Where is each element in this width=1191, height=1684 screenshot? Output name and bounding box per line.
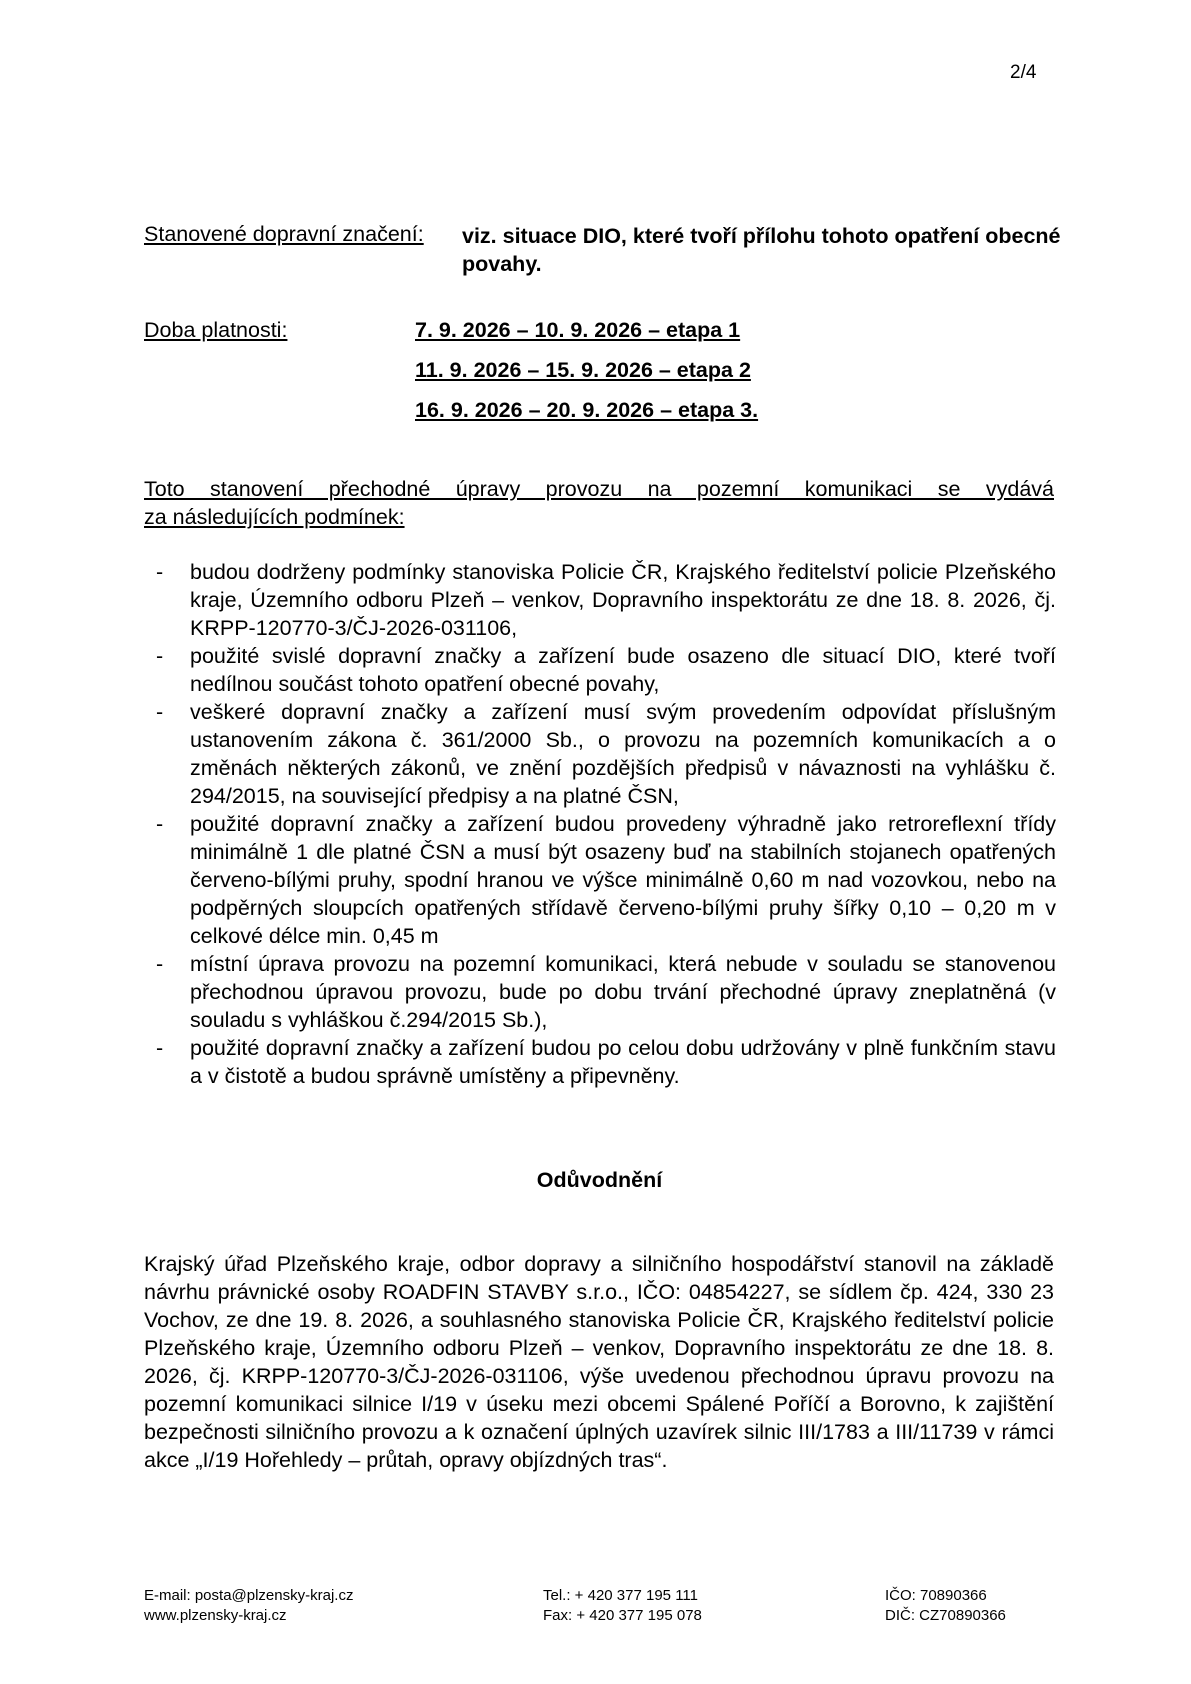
footer-tel: Tel.: + 420 377 195 111 — [543, 1587, 698, 1604]
footer-contact — [144, 1586, 353, 1626]
condition-item — [144, 1034, 1056, 1090]
condition-text: veškeré dopravní značky a zařízení musí svým provedením odpovídat příslušným ustanovením zákona č. 361/2000 Sb., o provozu na pozemních komunikacích a o změnách některých zákonů, ve znění pozdějších předpisů v návaznosti na vyhlášku č. 294/2015, na související předpisy a na platné ČSN, — [190, 700, 1056, 808]
condition-item — [144, 810, 1056, 950]
validity-period: 11. 9. 2026 – 15. 9. 2026 – etapa 2 — [415, 358, 751, 382]
condition-item — [144, 558, 1056, 642]
list-dash: - — [156, 644, 164, 668]
list-dash: - — [156, 952, 164, 976]
condition-item — [144, 642, 1056, 698]
list-dash: - — [156, 812, 164, 836]
list-dash: - — [156, 1036, 164, 1060]
condition-item — [144, 950, 1056, 1034]
footer-dic: DIČ: CZ70890366 — [885, 1607, 1006, 1624]
footer-phone — [543, 1586, 702, 1626]
footer-ico: IČO: 70890366 — [885, 1587, 987, 1604]
footer-web: www.plzensky-kraj.cz — [144, 1607, 287, 1624]
condition-text: místní úprava provozu na pozemní komunikaci, která nebude v souladu se stanovenou přechodnou úpravou provozu, bude po dobu trvání přechodné úpravy zneplatněná (v souladu s vyhláškou č.294/2015 Sb.), — [190, 952, 1056, 1032]
condition-text: použité svislé dopravní značky a zařízení bude osazeno dle situací DIO, které tvoří nedílnou součást tohoto opatření obecné povahy, — [190, 644, 1056, 696]
traffic-signs-value: viz. situace DIO, které tvoří přílohu tohoto opatření obecné povahy. — [462, 224, 1061, 276]
footer-email: E-mail: posta@plzensky-kraj.cz — [144, 1587, 354, 1604]
footer-ids — [885, 1586, 1006, 1626]
reasoning-heading: Odůvodnění — [536, 1168, 663, 1192]
validity-label: Doba platnosti: — [144, 318, 288, 342]
list-dash: - — [156, 560, 164, 584]
condition-text: použité dopravní značky a zařízení budou provedeny výhradně jako retroreflexní třídy minimálně 1 dle platné ČSN a musí být osazeny buď na stabilních stojanech opatřených červeno-bílými pruhy, spodní hranou ve výšce minimálně 0,60 m nad vozovkou, nebo na podpěrných sloupcích opatřených střídavě červeno-bílými pruhy šířky 0,10 – 0,20 m v celkové délce min. 0,45 m — [190, 812, 1056, 948]
condition-text: použité dopravní značky a zařízení budou po celou dobu udržovány v plně funkčním stavu a v čistotě a budou správně umístěny a připevněny. — [190, 1036, 1056, 1088]
condition-item — [144, 698, 1056, 810]
conditions-intro-line: Toto stanovení přechodné úpravy provozu na pozemní komunikaci se vydává — [144, 477, 1054, 501]
conditions-list — [144, 558, 1056, 1090]
footer-fax: Fax: + 420 377 195 078 — [543, 1607, 702, 1624]
list-dash: - — [156, 700, 164, 724]
condition-text: budou dodrženy podmínky stanoviska Policie ČR, Krajského ředitelství policie Plzeňského kraje, Územního odboru Plzeň – venkov, Dopravního inspektorátu ze dne 18. 8. 2026, čj. KRPP-120770-3/ČJ-2026-031106, — [190, 560, 1056, 640]
reasoning-body: Krajský úřad Plzeňského kraje, odbor dopravy a silničního hospodářství stanovil na základě návrhu právnické osoby ROADFIN STAVBY s.r.o., IČO: 04854227, se sídlem čp. 424, 330 23 Vochov, ze dne 19. 8. 2026, a souhlasného stanoviska Policie ČR, Krajského ředitelství policie Plzeňského kraje, Územního odboru Plzeň – venkov, Dopravního inspektorátu ze dne 18. 8. 2026, čj. KRPP-120770-3/ČJ-2026-031106, výše uvedenou přechodnou úpravu provozu na pozemní komunikaci silnice I/19 v úseku mezi obcemi Spálené Poříčí a Borovno, k zajištění bezpečnosti silničního provozu a k označení úplných uzavírek silnic III/1783 a III/11739 v rámci akce „I/19 Hořehledy – průtah, opravy objízdných tras“. — [144, 1252, 1054, 1472]
conditions-intro-line: za následujících podmínek: — [144, 505, 405, 529]
page-number: 2/4 — [1010, 62, 1037, 83]
validity-period: 7. 9. 2026 – 10. 9. 2026 – etapa 1 — [415, 318, 741, 342]
validity-period: 16. 9. 2026 – 20. 9. 2026 – etapa 3. — [415, 398, 759, 422]
conditions-intro — [144, 475, 1054, 531]
traffic-signs-label: Stanovené dopravní značení: — [144, 222, 424, 246]
